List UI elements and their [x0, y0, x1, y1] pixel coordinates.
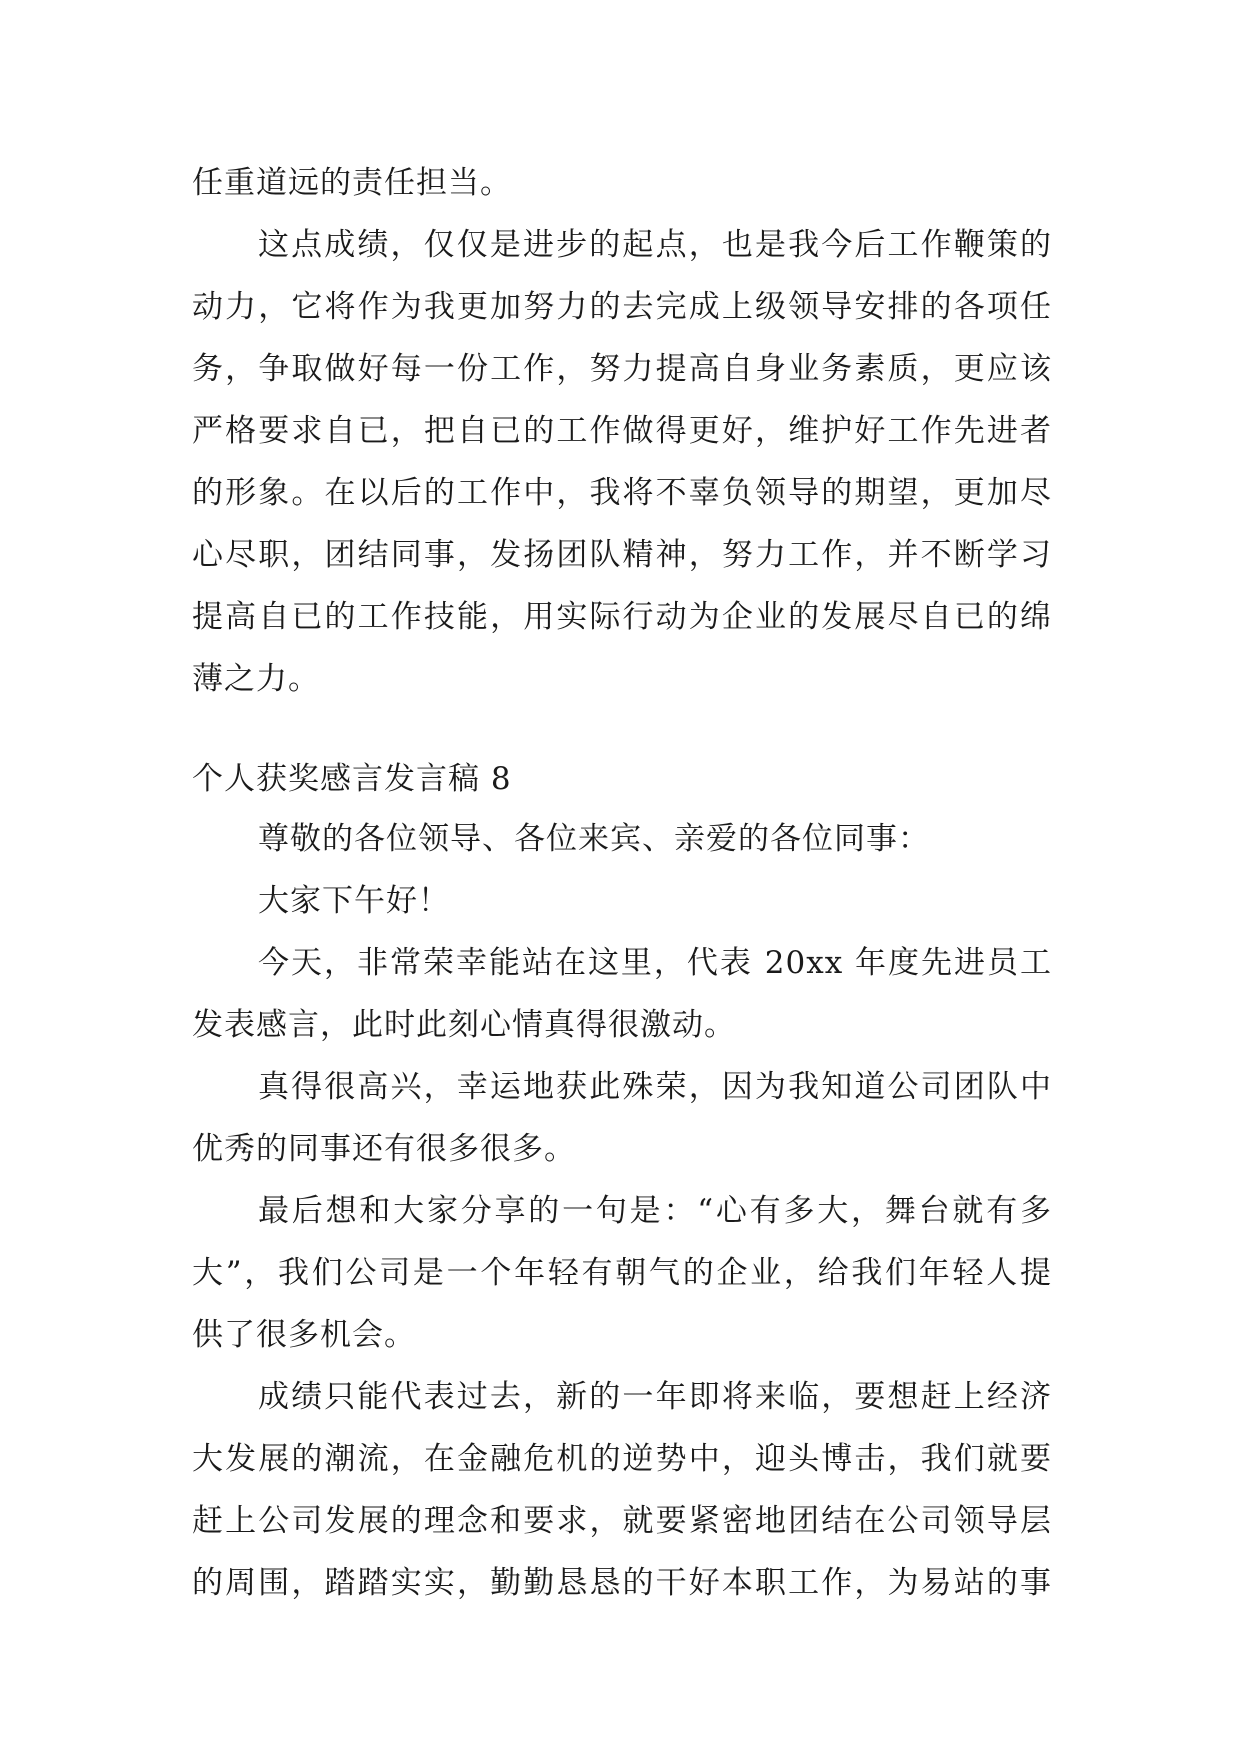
paragraph-5-line-1: 成绩只能代表过去，新的一年即将来临，要想赶上经济	[258, 1379, 1052, 1415]
paragraph-4-line-3: 供了很多机会。	[192, 1317, 416, 1353]
paragraph-4-line-2: 大”，我们公司是一个年轻有朝气的企业，给我们年轻人提	[192, 1255, 1052, 1291]
carryover-line: 任重道远的责任担当。	[192, 165, 512, 201]
paragraph-5-line-4: 的周围，踏踏实实，勤勤恳恳的干好本职工作，为易站的事	[192, 1565, 1052, 1601]
paragraph-1-line-6: 心尽职，团结同事，发扬团队精神，努力工作，并不断学习	[192, 537, 1052, 573]
paragraph-1-line-4: 严格要求自已，把自已的工作做得更好，维护好工作先进者	[192, 413, 1052, 449]
paragraph-3-line-2: 优秀的同事还有很多很多。	[192, 1131, 576, 1167]
paragraph-1-line-2: 动力，它将作为我更加努力的去完成上级领导安排的各项任	[192, 289, 1052, 325]
paragraph-5-line-2: 大发展的潮流，在金融危机的逆势中，迎头博击，我们就要	[192, 1441, 1052, 1477]
section-title: 个人获奖感言发言稿 8	[192, 761, 512, 797]
salutation: 尊敬的各位领导、各位来宾、亲爱的各位同事：	[258, 821, 930, 857]
paragraph-3-line-1: 真得很高兴，幸运地获此殊荣，因为我知道公司团队中	[258, 1069, 1052, 1105]
paragraph-4-line-1: 最后想和大家分享的一句是：“心有多大，舞台就有多	[258, 1193, 1052, 1229]
greeting: 大家下午好！	[258, 883, 450, 919]
paragraph-1-line-8: 薄之力。	[192, 661, 320, 697]
paragraph-1-line-5: 的形象。在以后的工作中，我将不辜负领导的期望，更加尽	[192, 475, 1052, 511]
paragraph-1-line-7: 提高自已的工作技能，用实际行动为企业的发展尽自已的绵	[192, 599, 1052, 635]
paragraph-5-line-3: 赶上公司发展的理念和要求，就要紧密地团结在公司领导层	[192, 1503, 1052, 1539]
paragraph-1-line-3: 务，争取做好每一份工作，努力提高自身业务素质，更应该	[192, 351, 1052, 387]
paragraph-2-line-2: 发表感言，此时此刻心情真得很激动。	[192, 1007, 736, 1043]
paragraph-2-line-1: 今天，非常荣幸能站在这里，代表 20xx 年度先进员工	[258, 945, 1052, 981]
paragraph-1-line-1: 这点成绩，仅仅是进步的起点，也是我今后工作鞭策的	[258, 227, 1052, 263]
